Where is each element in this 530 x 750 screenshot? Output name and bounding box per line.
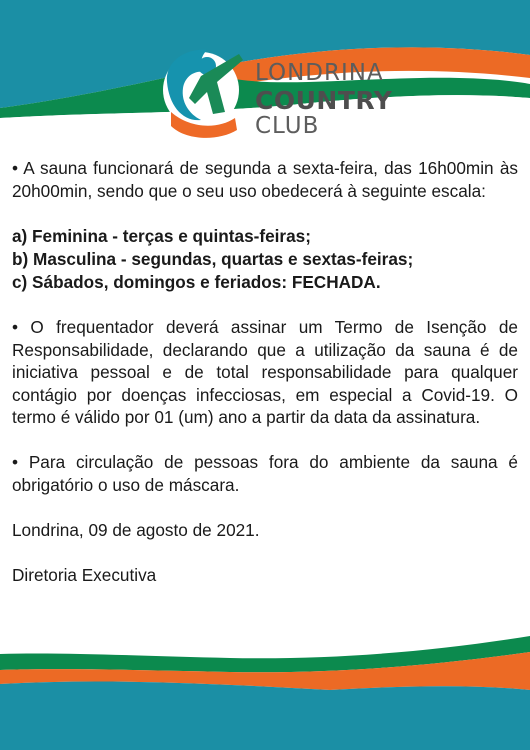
- logo-line-club: CLUB: [255, 113, 320, 139]
- sauna-hours-paragraph: • A sauna funcionará de segunda a sexta-feira, das 16h00min às 20h00min, sendo que o seu uso obedecerá à seguinte escala:: [12, 158, 518, 201]
- notice-body: [12, 157, 518, 586]
- schedule-item-men: b) Masculina - segundas, quartas e sextas-feiras;: [12, 248, 414, 269]
- club-logo: [155, 42, 400, 142]
- notice-date: Londrina, 09 de agosto de 2021.: [12, 519, 260, 540]
- schedule-item-closed: c) Sábados, domingos e feriados: FECHADA.: [12, 271, 381, 292]
- mask-paragraph: • Para circulação de pessoas fora do ambiente da sauna é obrigatório o uso de máscara.: [12, 452, 518, 495]
- bottom-wave-banner: [0, 630, 530, 750]
- club-emblem-icon: [155, 42, 251, 142]
- notice-signature: Diretoria Executiva: [12, 564, 157, 585]
- schedule-item-women: a) Feminina - terças e quintas-feiras;: [12, 225, 311, 246]
- logo-line-country: COUNTRY: [255, 86, 393, 115]
- bottom-teal-band: [0, 682, 530, 750]
- waiver-paragraph: • O frequentador deverá assinar um Termo de Isenção de Responsabilidade, declarando que a utilização da sauna é de iniciativa pessoal e de total responsabilidade para qualquer contágio por doenças infecciosas, em especial a Covid-19. O termo é válido por 01 (um) ano a partir da data da assinatura.: [12, 317, 518, 427]
- club-name-text: [255, 62, 392, 138]
- logo-line-londrina: LONDRINA: [255, 60, 384, 86]
